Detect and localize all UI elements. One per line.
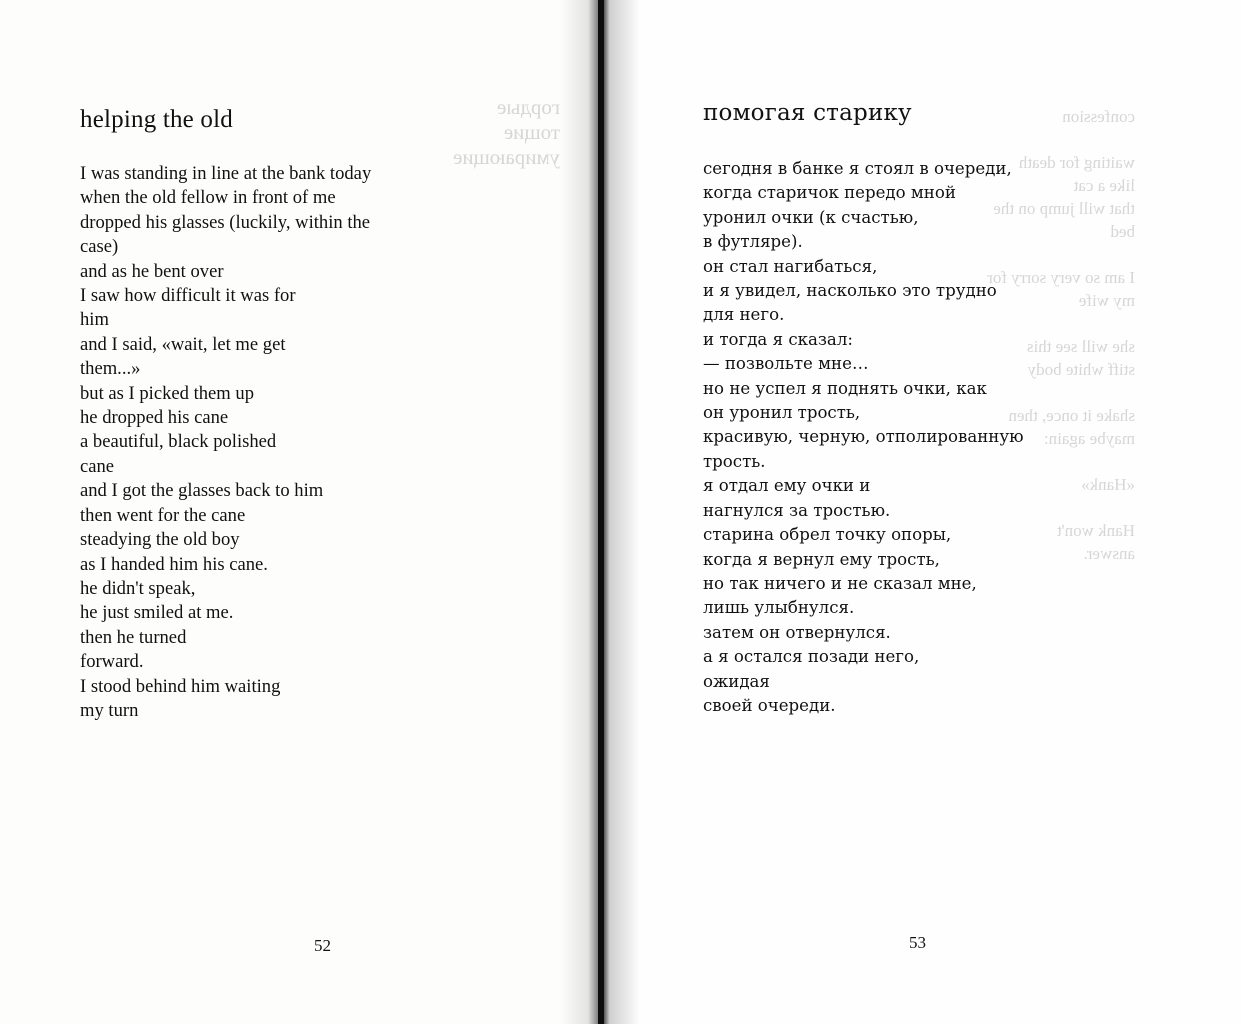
poem-line: и я увидел, насколько это трудно xyxy=(703,281,997,301)
poem-line: а я остался позади него, xyxy=(703,647,920,667)
poem-line: нагнулся за тростью. xyxy=(703,500,891,520)
poem-line: but as I picked them up xyxy=(80,382,255,404)
poem-line: я отдал ему очки и xyxy=(703,476,871,496)
page-number: 52 xyxy=(314,936,331,955)
poem-line: I was standing in line at the bank today xyxy=(80,163,372,184)
bleed-through-text-right: confession waiting for death like a cat that will jump on the bed I am so very sorry for my wife she will see this stiff white body shake it once, then maybe again: «Hank» Hank won't answer. xyxy=(987,107,1135,563)
poem-line: лишь улыбнулся. xyxy=(703,598,855,618)
poem-line: своей очереди. xyxy=(703,695,836,715)
poem-line: and I got the glasses back to him xyxy=(80,480,324,502)
poem-line: then went for the cane xyxy=(80,504,246,526)
poem-line: him xyxy=(80,309,109,331)
poem-line: красивую, черную, отполированную xyxy=(703,427,1024,447)
poem-text-english xyxy=(80,162,371,723)
poem-line: he just smiled at me. xyxy=(80,602,234,624)
poem-line: I saw how difficult it was for xyxy=(80,285,296,307)
poem-line: and as he bent over xyxy=(80,260,224,282)
poem-line: он стал нагибаться, xyxy=(703,256,878,276)
poem-line: steadying the old boy xyxy=(80,529,240,551)
poem-line: уронил очки (к счастью, xyxy=(703,207,919,227)
poem-line: но не успел я поднять очки, как xyxy=(703,378,987,398)
poem-line: and I said, «wait, let me get xyxy=(80,333,286,355)
poem-line: my turn xyxy=(80,699,139,721)
poem-line: затем он отвернулся. xyxy=(703,622,891,642)
poem-line: dropped his glasses (luckily, within the xyxy=(80,211,371,233)
poem-line: в футляре). xyxy=(703,232,803,252)
poem-line: a beautiful, black polished xyxy=(80,431,277,453)
poem-line: старина обрел точку опоры, xyxy=(703,525,952,545)
page-number: 53 xyxy=(909,933,926,952)
poem-line: he didn't speak, xyxy=(80,577,196,599)
poem-line: — позвольте мне… xyxy=(703,354,869,374)
poem-line: он уронил трость, xyxy=(703,403,861,423)
poem-title-english: helping the old xyxy=(80,106,233,133)
poem-line: сегодня в банке я стоял в очереди, xyxy=(703,159,1012,178)
poem-line: и тогда я сказал: xyxy=(703,329,853,349)
poem-line: но так ничего и не сказал мне, xyxy=(703,573,977,593)
poem-text-russian xyxy=(703,157,1024,718)
poem-line: when the old fellow in front of me xyxy=(80,187,336,209)
poem-line: когда старичок передо мной xyxy=(703,183,956,203)
poem-line: трость. xyxy=(703,451,766,471)
poem-line: для него. xyxy=(703,305,785,325)
book-spine xyxy=(598,0,604,1024)
poem-title-russian: помогая старику xyxy=(703,100,912,126)
poem-line: I stood behind him waiting xyxy=(80,675,281,697)
poem-line: he dropped his cane xyxy=(80,407,229,429)
right-page xyxy=(598,0,1241,1024)
poem-line: then he turned xyxy=(80,626,187,648)
poem-line: когда я вернул ему трость, xyxy=(703,549,940,569)
poem-line: case) xyxy=(80,236,119,258)
poem-line: cane xyxy=(80,455,115,477)
poem-line: as I handed him his cane. xyxy=(80,553,268,575)
poem-line: forward. xyxy=(80,651,144,673)
bleed-through-text-left: гордые тощие умирающие xyxy=(453,95,560,169)
poem-line: them...» xyxy=(80,358,141,380)
left-page xyxy=(0,0,598,1024)
poem-line: ожидая xyxy=(703,671,770,691)
